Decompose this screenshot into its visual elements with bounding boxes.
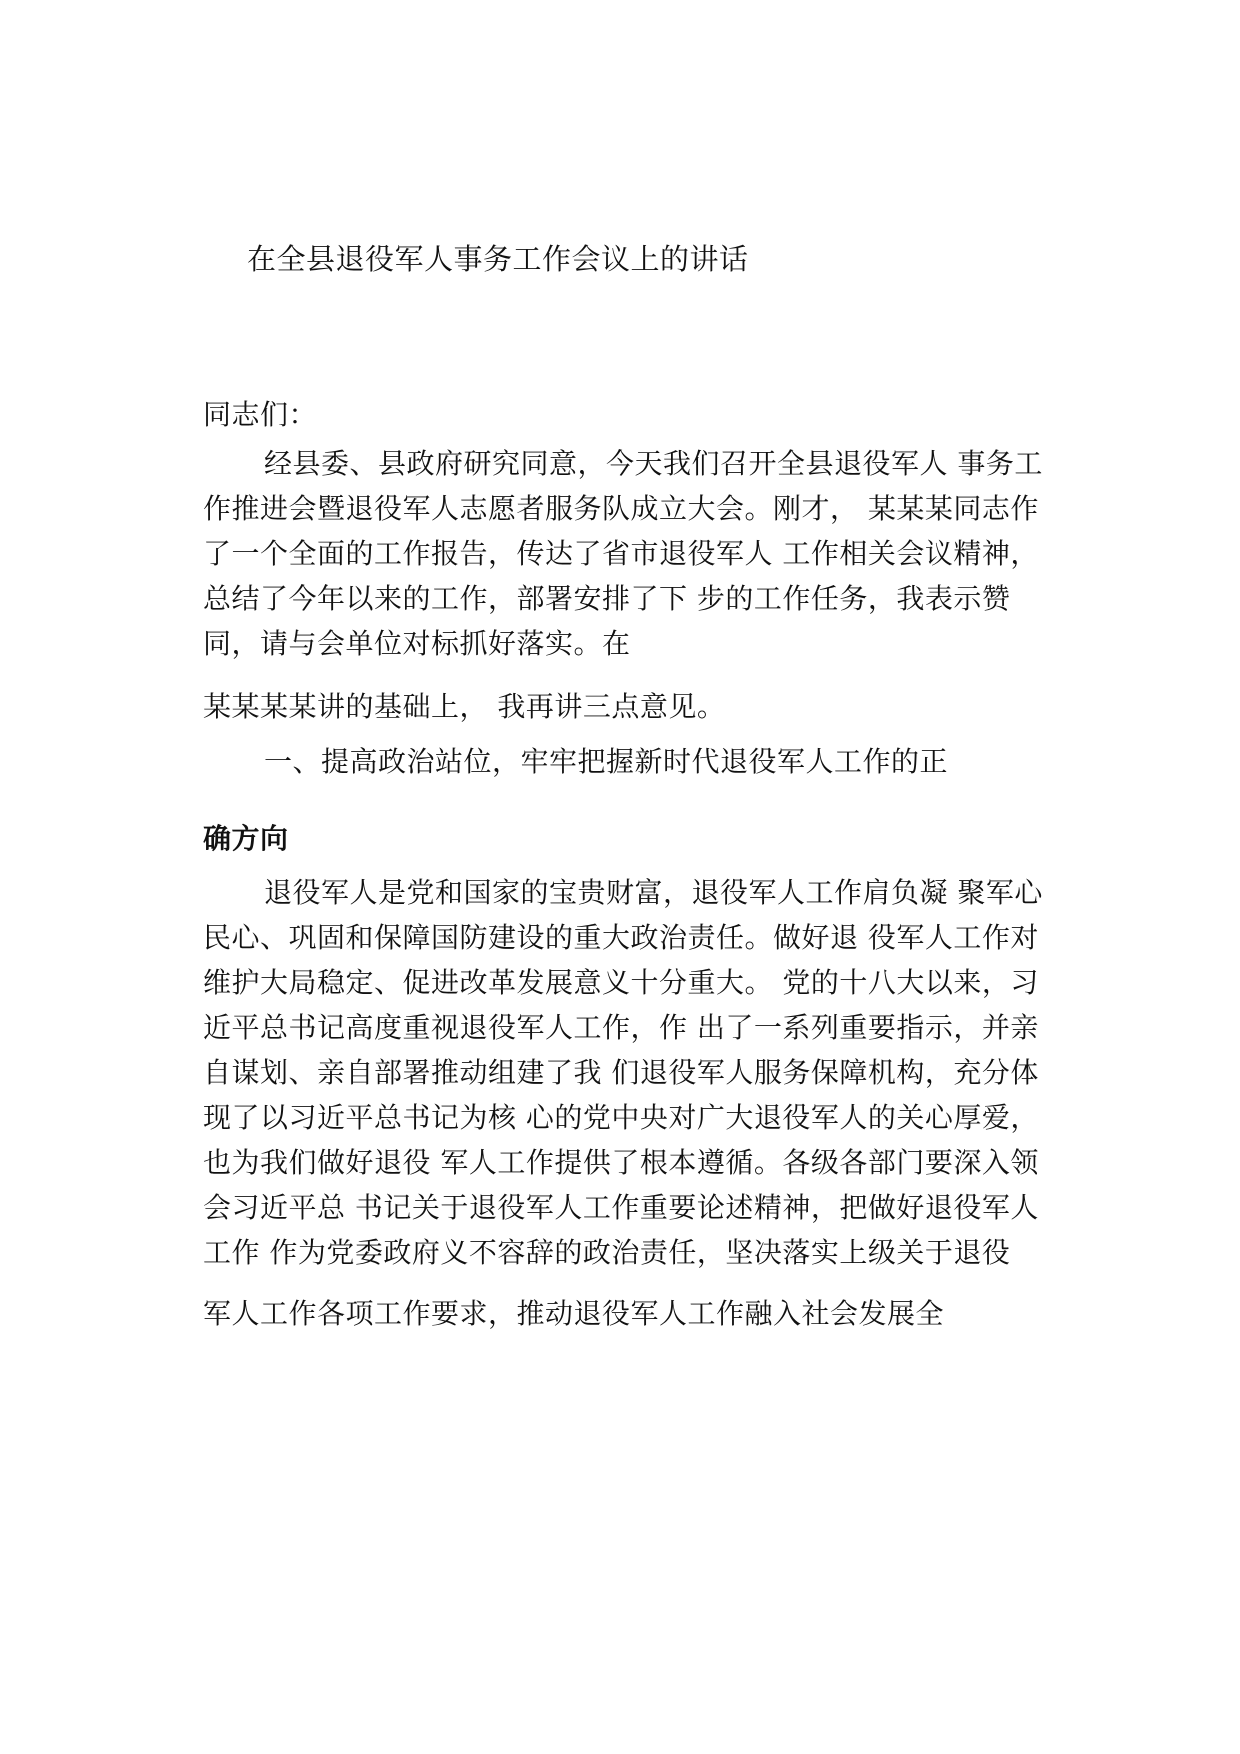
paragraph2-line4: 近平总书记高度重视退役军人工作，作 出了一系列重要指示，并亲 [203, 1011, 1039, 1044]
paragraph1-line4: 总结了今年以来的工作，部署安排了下 步的工作任务，我表示赞 [203, 582, 1011, 615]
paragraph1-line3: 了一个全面的工作报告，传达了省市退役军人 工作相关会议精神， [203, 537, 1039, 570]
last-line: 军人工作各项工作要求，推动退役军人工作融入社会发展全 [203, 1297, 945, 1330]
continuation-line: 某某某某讲的基础上， 我再讲三点意见。 [203, 690, 726, 723]
paragraph1-line5: 同，请与会单位对标抓好落实。在 [203, 627, 631, 660]
paragraph2-line9: 工作 作为党委政府义不容辞的政治责任，坚决落实上级关于退役 [203, 1236, 1011, 1269]
paragraph2-line7: 也为我们做好退役 军人工作提供了根本遵循。各级各部门要深入领 [203, 1146, 1039, 1179]
paragraph2-line5: 自谋划、亲自部署推动组建了我 们退役军人服务保障机构，充分体 [203, 1056, 1039, 1089]
paragraph2-line2: 民心、巩固和保障国防建设的重大政治责任。做好退 役军人工作对 [203, 921, 1039, 954]
document-title: 在全县退役军人事务工作会议上的讲话 [247, 242, 749, 276]
salutation: 同志们： [203, 398, 318, 431]
paragraph1-line1: 经县委、县政府研究同意，今天我们召开全县退役军人 事务工 [264, 447, 1043, 480]
paragraph2-line8: 会习近平总 书记关于退役军人工作重要论述精神，把做好退役军人 [203, 1191, 1039, 1224]
paragraph2-line1: 退役军人是党和国家的宝贵财富，退役军人工作肩负凝 聚军心 [264, 876, 1043, 909]
paragraph2-line3: 维护大局稳定、促进改革发展意义十分重大。 党的十八大以来，习 [203, 966, 1039, 999]
section-heading-1-line1: 一、提高政治站位，牢牢把握新时代退役军人工作的正 [264, 745, 949, 778]
paragraph2-line6: 现了以习近平总书记为核 心的党中央对广大退役军人的关心厚爱， [203, 1101, 1039, 1134]
section-heading-1-line2: 确方向 [203, 822, 289, 855]
paragraph1-line2: 作推进会暨退役军人志愿者服务队成立大会。刚才， 某某某同志作 [203, 492, 1039, 525]
